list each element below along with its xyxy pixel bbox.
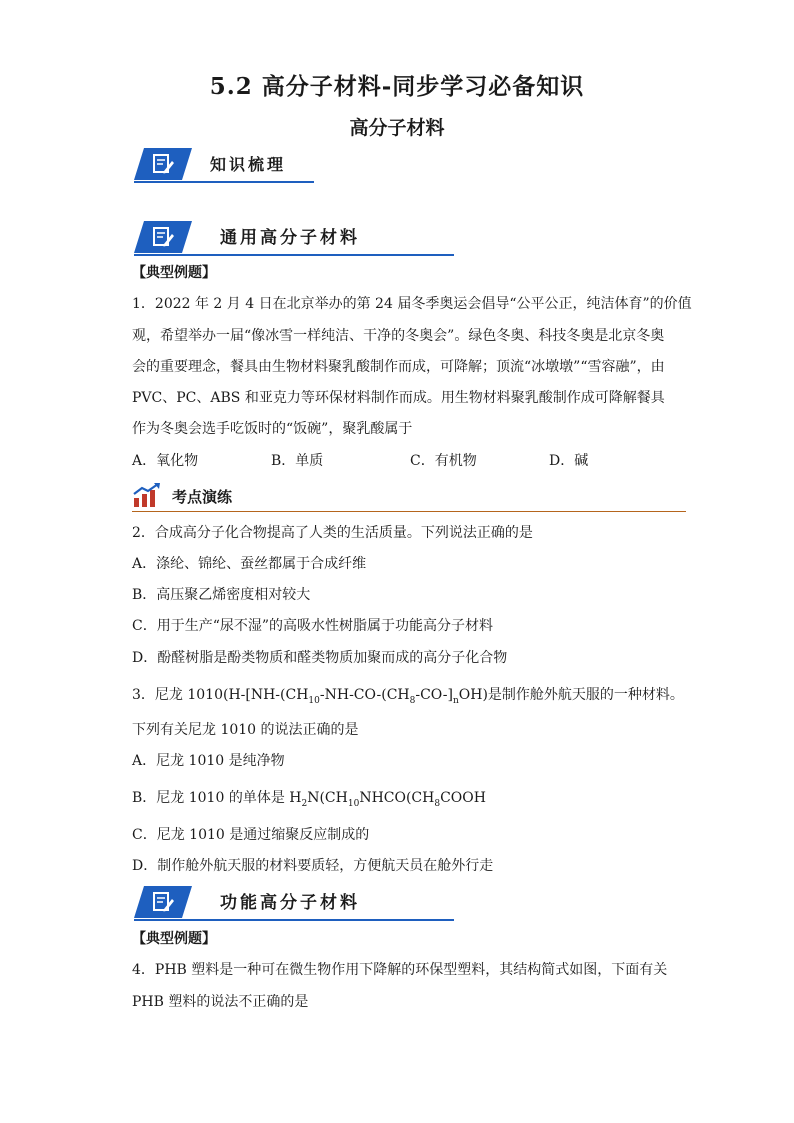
section-label: 功能高分子材料	[220, 893, 360, 913]
underline	[134, 919, 454, 921]
q1-option-a: A．氧化物	[132, 453, 199, 469]
section-banner-knowledge	[134, 148, 314, 180]
section-banner-general	[134, 221, 454, 253]
q1-line: PVC、PC、ABS 和亚克力等环保材料制作而成。用生物材料聚乳酸制作成可降解餐具	[132, 390, 665, 406]
notepad-pencil-icon	[151, 152, 175, 176]
q1-line: 观，希望举办一届“像冰雪一样纯洁、干净的冬奥会”。绿色冬奥、科技冬奥是北京冬奥	[132, 328, 665, 344]
page-title: 5.2 高分子材料-同步学习必备知识	[209, 73, 585, 100]
q3-option-b: B．尼龙 1010 的单体是 $H_2N(CH_{10}NHCO(CH_8COOH$	[132, 790, 486, 809]
example-tag: 【典型例题】	[132, 265, 216, 281]
q3-option-d: D．制作舱外航天服的材料要质轻，方便航天员在舱外行走	[132, 858, 494, 874]
q1-line: 作为冬奥会选手吃饭时的“饭碗”，聚乳酸属于	[132, 421, 413, 437]
underline	[134, 254, 454, 256]
q1-option-c: C．有机物	[410, 453, 477, 469]
q1-option-b: B．单质	[271, 453, 324, 469]
q1-option-d: D．碱	[549, 453, 589, 469]
q2-option-d: D．酚醛树脂是酚类物质和醛类物质加聚而成的高分子化合物	[132, 650, 508, 666]
notepad-pencil-icon	[151, 890, 175, 914]
q3-stem-line2: 下列有关尼龙 1010 的说法正确的是	[132, 722, 359, 738]
rising-chart-icon	[132, 482, 162, 508]
q2-stem: 2．合成高分子化合物提高了人类的生活质量。下列说法正确的是	[132, 525, 533, 541]
practice-divider	[132, 511, 686, 512]
q2-option-c: C．用于生产“尿不湿”的高吸水性树脂属于功能高分子材料	[132, 618, 494, 634]
badge	[134, 886, 192, 918]
q3-option-c: C．尼龙 1010 是通过缩聚反应制成的	[132, 827, 370, 843]
q1-line: 1．2022 年 2 月 4 日在北京举办的第 24 届冬季奥运会倡导“公平公正，纯洁体育”的价值	[132, 296, 692, 312]
q4-line: 4．PHB 塑料是一种可在微生物作用下降解的环保型塑料，其结构简式如图，下面有关	[132, 962, 668, 978]
section-banner-functional	[134, 886, 454, 918]
example-tag: 【典型例题】	[132, 931, 216, 947]
q4-line: PHB 塑料的说法不正确的是	[132, 994, 309, 1010]
practice-heading: 考点演练	[172, 488, 233, 506]
section-label: 知识梳理	[210, 155, 287, 174]
q1-line: 会的重要理念，餐具由生物材料聚乳酸制作而成，可降解；顶流“冰墩墩”“雪容融”，由	[132, 359, 665, 375]
notepad-pencil-icon	[151, 225, 175, 249]
q3-option-a: A．尼龙 1010 是纯净物	[132, 753, 285, 769]
q2-option-a: A．涤纶、锦纶、蚕丝都属于合成纤维	[132, 556, 367, 572]
page-subtitle: 高分子材料	[349, 117, 445, 139]
underline	[134, 181, 314, 183]
badge	[134, 221, 192, 253]
section-label: 通用高分子材料	[220, 228, 360, 248]
q3-stem: 3．尼龙 $1010(H-[NH-(CH_{10}-NH-CO-(CH_8-CO-]_nOH)$是制作舱外航天服的一种材料。	[132, 687, 684, 706]
q2-option-b: B．高压聚乙烯密度相对较大	[132, 587, 311, 603]
badge	[134, 148, 192, 180]
